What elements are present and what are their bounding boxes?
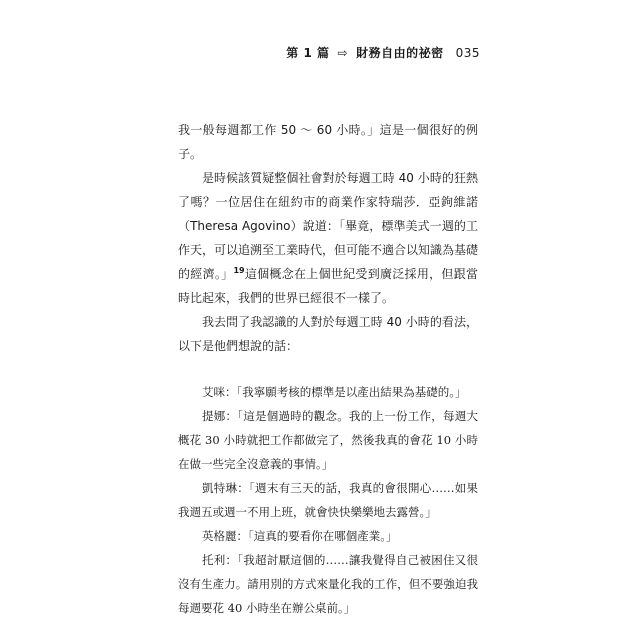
- paragraph-1: 我一般每週都工作 50 ～ 60 小時。」這是一個很好的例子。: [178, 123, 478, 161]
- footnote-marker: 19: [233, 266, 245, 275]
- page-number: 035: [455, 45, 480, 60]
- quote-item: 托利：「我超討厭這個的……讓我覺得自己被困住又很沒有生產力。請用別的方式來量化我的工作，但不要強迫我每週要花 40 小時坐在辦公桌前。」: [178, 553, 478, 615]
- quote-list: [178, 380, 478, 620]
- quote-item: 英格麗：「這真的要看你在哪個產業。」: [202, 529, 398, 543]
- paragraph-2: [178, 166, 478, 310]
- quote-item: 凱特琳：「週末有三天的話，我真的會很開心……如果我週五或週一不用上班，就會快快樂樂地去露營。」: [178, 481, 478, 519]
- running-header: [286, 44, 480, 61]
- paragraph-3: 我去問了我認識的人對於每週工時 40 小時的看法，以下是他們想說的話：: [178, 315, 478, 353]
- quote-item: 提娜：「這是個過時的觀念。我的上一份工作，每週大概花 30 小時就把工作都做完了，然後我真的會花 10 小時在做一些完全沒意義的事情。」: [178, 409, 478, 471]
- section-title: 財務自由的祕密: [356, 46, 444, 60]
- right-arrow-icon: ⇨: [337, 45, 349, 60]
- paragraph-2-text-b: 這個概念在上個世紀受到廣泛採用，但跟當時比起來，我們的世界已經很不一樣了。: [178, 267, 478, 305]
- chapter-label: 第 1 篇: [286, 46, 330, 60]
- paragraph-2-text-a: 是時候該質疑整個社會對於每週工時 40 小時的狂熱了嗎？一位居住在紐約市的商業作家特瑞莎．亞鉤維諾（Theresa Agovino）說道：「畢竟，標準美式一週的工作天，可以追溯至工業時代，但可能不適合以知識為基礎的經濟。」: [178, 171, 479, 281]
- quote-item: 艾咪：「我寧願考核的標準是以產出結果為基礎的。」: [202, 385, 467, 399]
- body-text: [178, 118, 478, 620]
